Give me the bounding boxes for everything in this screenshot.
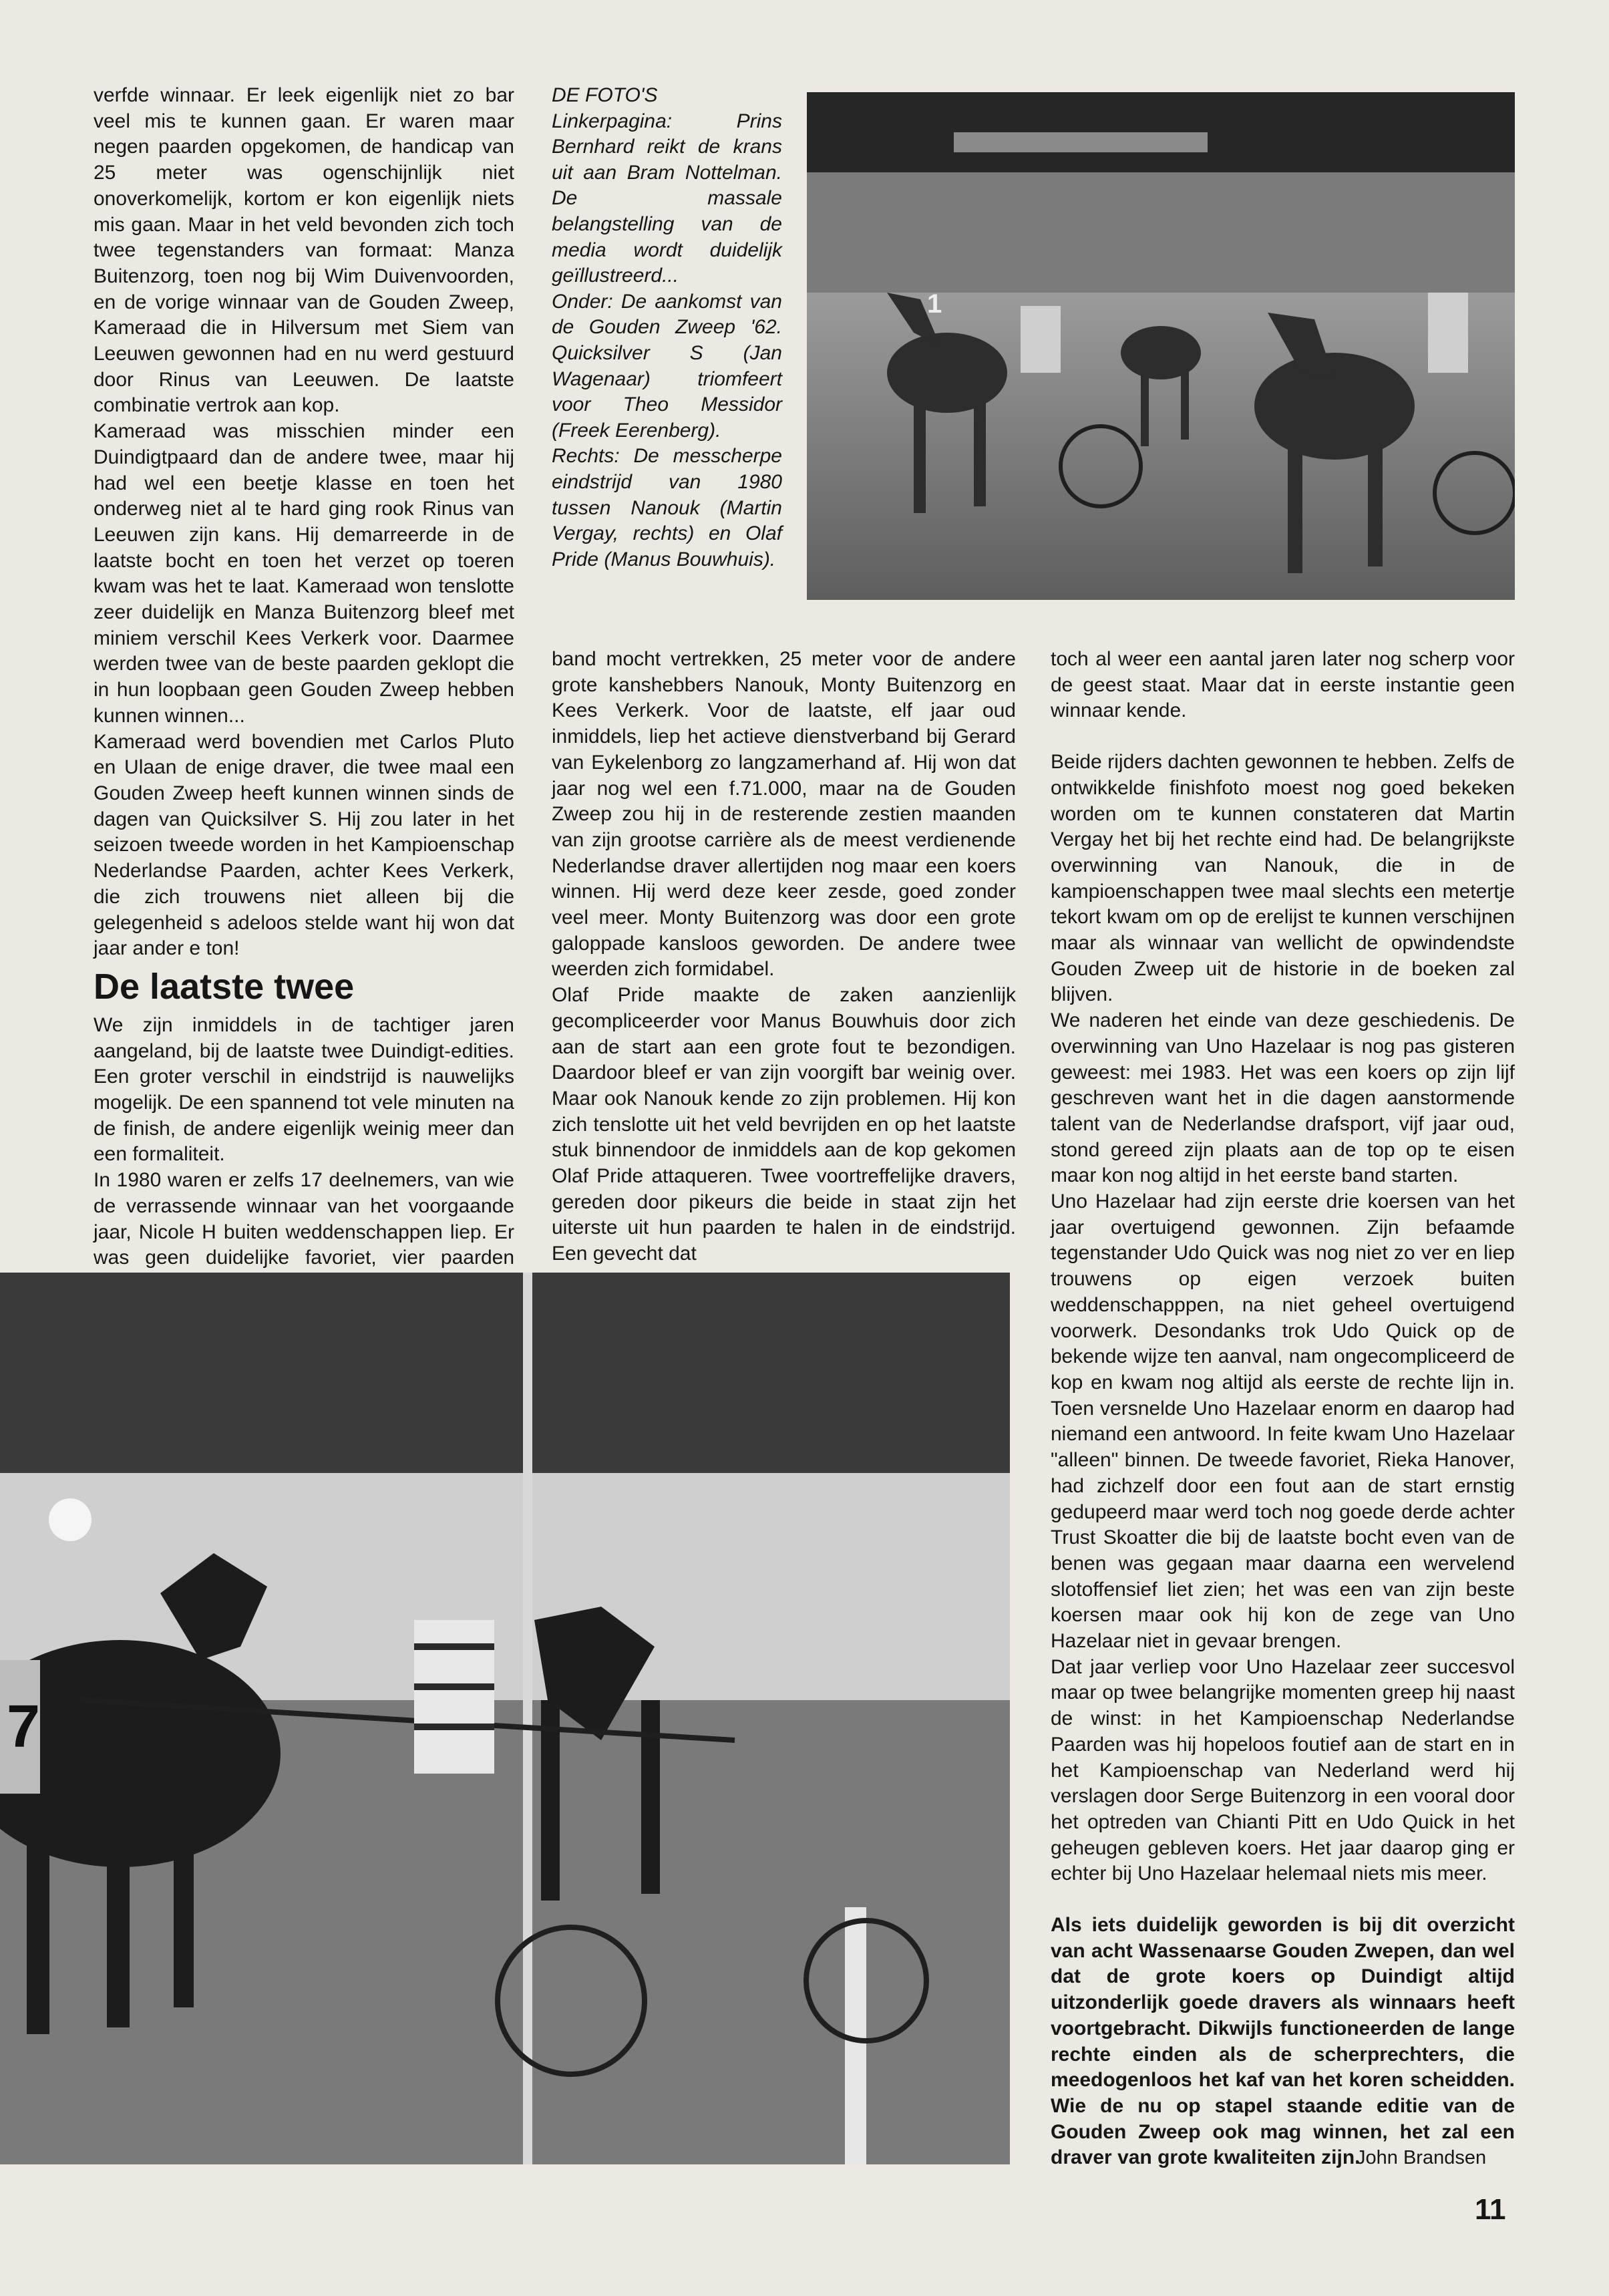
- col3-paragraph-5: Dat jaar verliep voor Uno Hazelaar zeer succesvol maar op twee belangrijke momenten greep hij naast de winst: in het Kampioenschap Nederlandse Paarden was hij hopeloos foutief aan de start en in het Kampioenschap van Nederland werd hij verslagen door Serge Buitenzorg in een vooral door het optreden van Chianti Pitt en Udo Quick in het geheugen gebleven koers. Het jaar daarop ging er echter bij Uno Hazelaar helemaal niets mis meer.: [1051, 1655, 1515, 1885]
- caption-below: Onder: De aankomst van de Gouden Zweep '62. Quicksilver S (Jan Wagenaar) triomfeert voor Theo Messidor (Freek Eerenberg).: [552, 290, 782, 442]
- caption-right: Rechts: De messcherpe eindstrijd van 1980 tussen Nanouk (Martin Vergay, rechts) en Olaf Pride (Manus Bouwhuis).: [552, 445, 782, 570]
- col1-paragraph-5: In 1980 waren er zelfs 17 deelnemers, van wie de verrassende winnaar van het voorgaande jaar, Nicole H buiten weddenschappen liep. Er was geen duidelijke favoriet, vier paarden: [94, 1169, 514, 1269]
- column-3: [1051, 647, 1515, 2171]
- col2-paragraph-1: band mocht vertrekken, 25 meter voor de andere grote kanshebbers Nanouk, Monty Buitenzorg en Kees Verkerk. Voor de laatste, elf jaar oud inmiddels, liep het actieve dienstverband bij Gerard van Eykelenborg zo langzamerhand af. Hij won dat jaar nog wel een f.71.000, maar na de Gouden Zweep zou hij in de resterende zestien maanden van zijn grootse carrière als de meest verdienende Nederlandse draver allertijden nog maar een koers winnen. Hij werd deze keer zesde, goed zonder veel meer. Monty Buitenzorg was door een grote galoppade kansloos geworden. De andere twee weerden zich formidabel.: [552, 648, 1016, 981]
- col1-paragraph-4: We zijn inmiddels in de tachtiger jaren aangeland, bij de laatste twee Duindigt-edities. Een groter verschil in eindstrijd is nauwelijks mogelijk. De een spannend tot vele minuten na de finish, de andere eigenlijk weinig meer dan een formaliteit.: [94, 1013, 514, 1166]
- section-heading: De laatste twee: [94, 966, 355, 1007]
- conclusion-paragraph: Als iets duidelijk geworden is bij dit overzicht van acht Wassenaarse Gouden Zwepen, dan wel dat de grote koers op Duindigt altijd uitzonderlijk goede dravers als winnaars heeft voortgebracht. Dikwijls functioneerden de lange rechte einden als de scherprechters, die meedogenloos het kaf van het koren scheidden. Wie de nu op stapel staande editie van de Gouden Zweep ook mag winnen, het zal een draver van grote kwaliteiten zijn.: [1051, 1914, 1515, 2169]
- harness-race-photo: [807, 92, 1515, 600]
- col3-paragraph-3: We naderen het einde van deze geschiedenis. De overwinning van Uno Hazelaar is nog pas gisteren geweest: mei 1983. Het was een koers op zijn lijf geschreven want het in die dagen aanstormende talent van de Nederlandse drafsport, vijf jaar oud, stond gereed zijn plaats aan de top op te eisen maar kon nog altijd in het eerste band starten.: [1051, 1009, 1515, 1187]
- caption-left-page: Linkerpagina: Prins Bernhard reikt de krans uit aan Bram Nottelman. De massale belangstelling van de media wordt duidelijk geïllustreerd...: [552, 110, 782, 287]
- col1-paragraph-1: verfde winnaar. Er leek eigenlijk niet zo bar veel mis te kunnen gaan. Er waren maar negen paarden opgekomen, de handicap van 25 meter was ogenschijnlijk niet onoverkomelijk, kortom er kon eigenlijk niets mis gaan. Maar in het veld bevonden zich toch twee tegenstanders van formaat: Manza Buitenzorg, toen nog bij Wim Duivenvoorden, en de vorige winnaar van de Gouden Zweep, Kameraad die in Hilversum met Siem van Leeuwen gewonnen had en nu werd gestuurd door Rinus van Leeuwen. De laatste combinatie vertrok aan kop.: [94, 84, 514, 417]
- col3-paragraph-2: Beide rijders dachten gewonnen te hebben. Zelfs de ontwikkelde finishfoto moest nog goed bekeken worden om te kunnen constateren dat Martin Vergay het bij het rechte eind had. De belangrijkste overwinning van Nanouk, die in de kampioenschappen twee maal slechts een metertje tekort kwam om op de erelijst te kunnen verschijnen maar als winnaar van wellicht de opwindendste Gouden Zweep uit de historie in de boeken zal blijven.: [1051, 751, 1515, 1006]
- col3-paragraph-4: Uno Hazelaar had zijn eerste drie koersen van het jaar overtuigend gewonnen. Zijn befaamde tegenstander Udo Quick was nog niet zo ver en liep trouwens op eigen verzoek buiten weddenschapppen, na niet geheel overtuigend voorwerk. Desondanks trok Udo Quick op de bekende wijze ten aanval, nam ongecompliceerd de kop en kwam nog altijd als eerste de rechte lijn in. Toen versnelde Uno Hazelaar enorm en daarop had niemand een antwoord. In feite kwam Uno Hazelaar "alleen" binnen. De tweede favoriet, Rieka Hanover, had zichzelf door een fout aan de start ernstig gedupeerd maar werd toch nog goede derde achter Trust Skoatter die bij de laatste bocht even van de benen was gegaan maar daarna een wervelend slotoffensief liet zien; het was een van zijn beste koersen maar ook hij kon de zege van Uno Hazelaar niet in gevaar brengen.: [1051, 1190, 1515, 1653]
- page-number: 11: [1475, 2193, 1506, 2226]
- col3-paragraph-1: toch al weer een aantal jaren later nog scherp voor de geest staat. Maar dat in eerste instantie geen winnaar kende.: [1051, 648, 1515, 722]
- photo-caption: [552, 83, 782, 572]
- author-signature: John Brandsen: [1356, 2147, 1487, 2168]
- column-2: [552, 647, 1016, 1267]
- quicksilver-finish-photo: [0, 1273, 1010, 2164]
- sulky-number: 7: [7, 1693, 41, 1760]
- col2-paragraph-2: Olaf Pride maakte de zaken aanzienlijk gecompliceerder voor Manus Bouwhuis door zich aan de start aan een grote fout te bezondigen. Daardoor bleef er van zijn voorgift bar weinig over. Maar ook Nanouk kende zo zijn problemen. Hij kon zich tenslotte uit het veld bevrijden en op het laatste stuk binnendoor de inmiddels aan de kop gekomen Olaf Pride attaqueren. Twee voortreffelijke dravers, gereden door pikeurs die beide in staat zijn het uiterste uit hun paarden te halen in de eindstrijd. Een gevecht dat: [552, 984, 1016, 1265]
- column-1: [94, 83, 514, 1426]
- saddle-cloth-number: 1: [927, 289, 942, 319]
- col1-paragraph-2: Kameraad was misschien minder een Duindigtpaard dan de andere twee, maar hij had wel een beetje klasse en toen het onderweg niet al te hard ging rook Rinus van Leeuwen zijn kans. Hij demarreerde in de laatste bocht en toen het verzet op toeren kwam was het te laat. Kameraad won tenslotte zeer duidelijk en Manza Buitenzorg bleef met miniem verschil Kees Verkerk voor. Daarmee werden twee van de beste paarden geklopt die in hun loopbaan geen Gouden Zweep hebben kunnen winnen...: [94, 420, 514, 727]
- col1-paragraph-3: Kameraad werd bovendien met Carlos Pluto en Ulaan de enige draver, die twee maal een Gouden Zweep heeft kunnen winnen sinds de dagen van Quicksilver S. Hij zou later in het seizoen tweede worden in het Kampioenschap Nederlandse Paarden, achter Kees Verkerk, die zich trouwens niet alleen bij die gelegenheid s adeloos stelde want hij won dat jaar ander e ton!: [94, 730, 514, 960]
- caption-heading: DE FOTO'S: [552, 84, 658, 106]
- photo-finish-1980: [807, 92, 1515, 600]
- photo-finish-1962: [0, 1273, 1010, 2164]
